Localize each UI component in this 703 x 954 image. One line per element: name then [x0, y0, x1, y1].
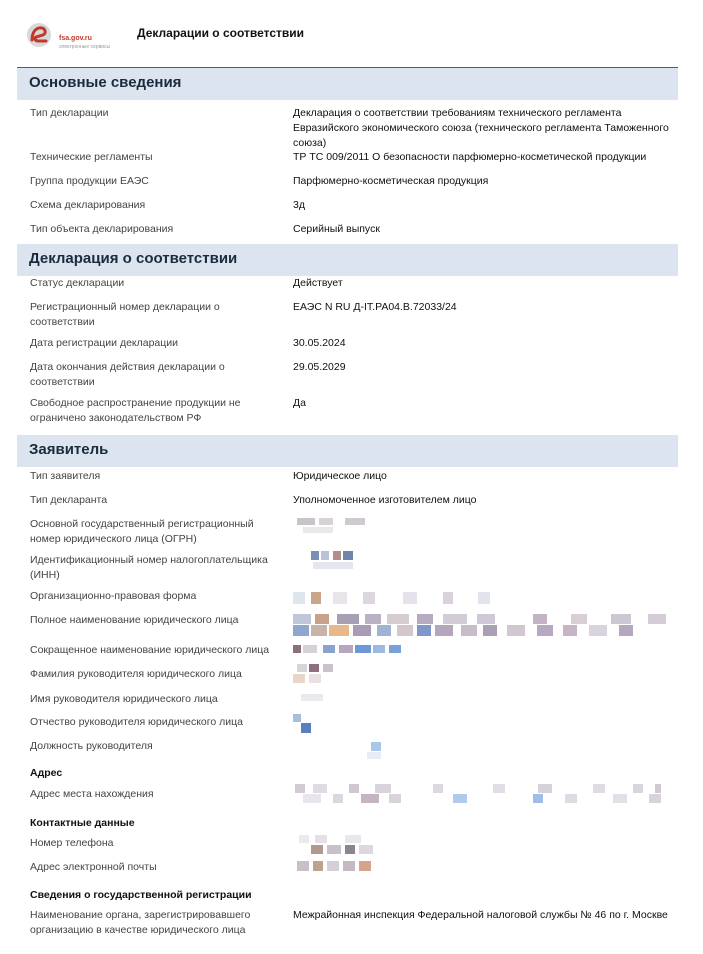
page-header: [0, 0, 703, 68]
declaration-type-value: Декларация о соответствии требованиям технического регламента Евразийского экономического союза (технического регламента Таможенного союза): [293, 107, 669, 149]
section-applicant-title: Заявитель: [29, 441, 109, 458]
object-type-label: Тип объекта декларирования: [30, 223, 174, 235]
tech-regs-value: ТР ТС 009/2011 О безопасности парфюмерно-косметической продукции: [293, 151, 647, 163]
section-applicant: [17, 435, 678, 467]
object-type-value: Серийный выпуск: [293, 223, 380, 235]
inn-label: Идентификационный номер налогоплательщика (ИНН): [30, 554, 268, 581]
legal-form-redacted: [293, 590, 503, 616]
fsa-logo[interactable]: [26, 22, 126, 56]
declaration-type-label: Тип декларации: [30, 107, 109, 119]
declarant-type-value: Уполномоченное изготовителем лицо: [293, 494, 477, 506]
fsa-logo-icon: [26, 22, 52, 48]
director-patronymic-label: Отчество руководителя юридического лица: [30, 716, 243, 728]
registering-authority-value: Межрайонная инспекция Федеральной налоговой службы № 46 по г. Москве: [293, 909, 668, 921]
reg-date-value: 30.05.2024: [293, 337, 346, 349]
section-basic-title: Основные сведения: [29, 74, 182, 91]
email-redacted: [293, 861, 383, 887]
phone-label: Номер телефона: [30, 837, 114, 849]
director-patronymic-redacted: [293, 714, 323, 740]
full-name-label: Полное наименование юридического лица: [30, 614, 239, 626]
short-name-label: Сокращенное наименование юридического лица: [30, 644, 270, 656]
scheme-label: Схема декларирования: [30, 199, 146, 211]
legal-form-label: Организационно-правовая форма: [30, 590, 197, 602]
reg-number-value: ЕАЭС N RU Д-IT.PA04.B.72033/24: [293, 301, 457, 313]
address-heading: Адрес: [30, 767, 63, 779]
status-value: Действует: [293, 277, 343, 289]
free-distribution-label: Свободное распространение продукции не ограничено законодательством РФ: [30, 397, 241, 424]
contacts-heading: Контактные данные: [30, 817, 135, 829]
email-label: Адрес электронной почты: [30, 861, 157, 873]
director-surname-redacted: [293, 664, 353, 690]
registering-authority-label: Наименование органа, зарегистрировавшего организацию в качестве юридического лица: [30, 909, 251, 936]
director-position-label: Должность руководителя: [30, 740, 153, 752]
status-label: Статус декларации: [30, 277, 125, 289]
state-registration-heading: Сведения о государственной регистрации: [30, 889, 252, 901]
applicant-type-label: Тип заявителя: [30, 470, 101, 482]
director-surname-label: Фамилия руководителя юридического лица: [30, 668, 242, 680]
ogrn-redacted: [293, 518, 383, 544]
reg-number-label: Регистрационный номер декларации о соответствии: [30, 301, 220, 328]
product-group-label: Группа продукции ЕАЭС: [30, 175, 149, 187]
end-date-value: 29.05.2029: [293, 361, 346, 373]
address-label: Адрес места нахождения: [30, 788, 154, 800]
declarant-type-label: Тип декларанта: [30, 494, 108, 506]
end-date-label: Дата окончания действия декларации о соответствии: [30, 361, 225, 388]
director-firstname-label: Имя руководителя юридического лица: [30, 693, 218, 705]
full-name-redacted: [293, 614, 671, 640]
applicant-type-value: Юридическое лицо: [293, 470, 387, 482]
logo-subtitle: электронные сервисы: [59, 44, 111, 50]
phone-redacted: [293, 835, 383, 861]
section-basic: [17, 68, 678, 100]
scheme-value: 3д: [293, 199, 305, 211]
reg-date-label: Дата регистрации декларации: [30, 337, 179, 349]
product-group-value: Парфюмерно-косметическая продукция: [293, 175, 489, 187]
free-distribution-value: Да: [293, 397, 306, 409]
section-declaration: [17, 244, 678, 276]
logo-site-text: fsa.gov.ru: [59, 35, 92, 42]
inn-redacted: [293, 551, 373, 577]
ogrn-label: Основной государственный регистрационный номер юридического лица (ОГРН): [30, 518, 254, 545]
director-position-redacted: [293, 742, 393, 768]
address-redacted: [293, 784, 671, 810]
section-declaration-title: Декларация о соответствии: [29, 250, 238, 267]
tech-regs-label: Технические регламенты: [30, 151, 153, 163]
page-title: Декларации о соответствии: [137, 26, 304, 40]
